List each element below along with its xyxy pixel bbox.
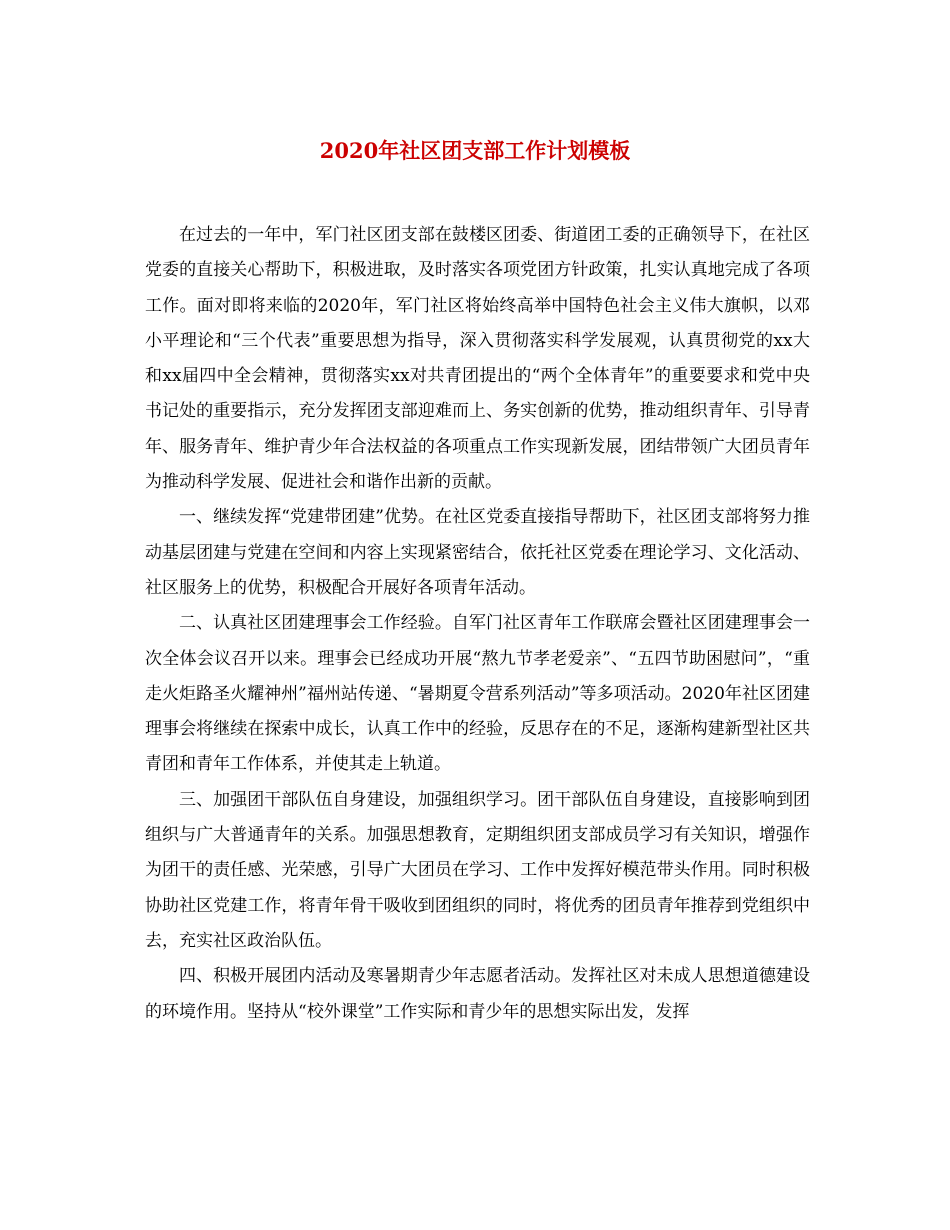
paragraph: 三、加强团干部队伍自身建设，加强组织学习。团干部队伍自身建设，直接影响到团组织与广大普通青年的关系。加强思想教育，定期组织团支部成员学习有关知识，增强作为团干的责任感、光荣感，引导广大团员在学习、工作中发挥好模范带头作用。同时积极协助社区党建工作，将青年骨干吸收到团组织的同时，将优秀的团员青年推荐到党组织中去，充实社区政治队伍。 — [145, 789, 810, 951]
document-title: 2020年社区团支部工作计划模板 — [319, 138, 631, 163]
document-body — [145, 218, 810, 1030]
paragraph: 二、认真社区团建理事会工作经验。自军门社区青年工作联席会暨社区团建理事会一次全体会议召开以来。理事会已经成功开展“熬九节孝老爱亲”、“五四节助困慰问”，“重走火炬路圣火耀神州”福州站传递、“暑期夏令营系列活动”等多项活动。2020年社区团建理事会将继续在探索中成长，认真工作中的经验，反思存在的不足，逐渐构建新型社区共青团和青年工作体系，并使其走上轨道。 — [145, 613, 810, 775]
paragraph: 在过去的一年中，军门社区团支部在鼓楼区团委、街道团工委的正确领导下，在社区党委的直接关心帮助下，积极进取，及时落实各项党团方针政策，扎实认真地完成了各项工作。面对即将来临的2020年，军门社区将始终高举中国特色社会主义伟大旗帜，以邓小平理论和“三个代表”重要思想为指导，深入贯彻落实科学发展观，认真贯彻党的xx大和xx届四中全会精神，贯彻落实xx对共青团提出的“两个全体青年”的重要要求和党中央书记处的重要指示，充分发挥团支部迎难而上、务实创新的优势，推动组织青年、引导青年、服务青年、维护青少年合法权益的各项重点工作实现新发展，团结带领广大团员青年为推动科学发展、促进社会和谐作出新的贡献。 — [145, 225, 810, 493]
paragraph: 四、积极开展团内活动及寒暑期青少年志愿者活动。发挥社区对未成人思想道德建设的环境作用。坚持从“校外课堂”工作实际和青少年的思想实际出发，发挥 — [145, 966, 810, 1022]
paragraph: 一、继续发挥“党建带团建”优势。在社区党委直接指导帮助下，社区团支部将努力推动基层团建与党建在空间和内容上实现紧密结合，依托社区党委在理论学习、文化活动、社区服务上的优势，积极配合开展好各项青年活动。 — [145, 507, 810, 598]
